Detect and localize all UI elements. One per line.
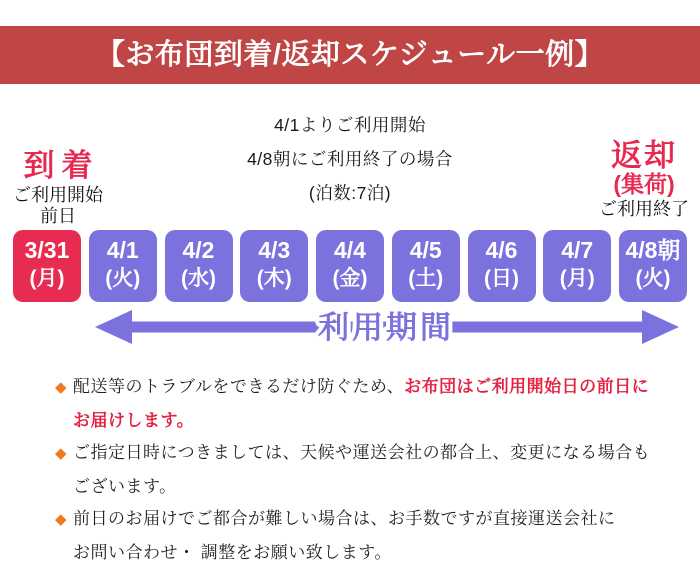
return-sub: ご利用終了 (599, 199, 689, 219)
day-box-4-2 (165, 230, 233, 302)
day-box-4-5 (392, 230, 460, 302)
day-date: 4/4 (334, 237, 366, 263)
notes-list (55, 371, 672, 569)
note-1-text: 配送等のトラブルをできるだけ防ぐため、 (73, 377, 405, 396)
day-of-week: (火) (105, 267, 141, 290)
usage-period-arrow (0, 303, 700, 351)
day-of-week: (金) (332, 267, 368, 290)
note-1-emphasis-cont: お届けします。 (73, 410, 195, 430)
note-item-1 (55, 371, 672, 437)
day-box-4-8 (619, 230, 687, 302)
day-date: 4/7 (561, 237, 594, 263)
arrival-title: 到着 (23, 148, 100, 183)
arrival-sub-1: ご利用開始 (13, 185, 103, 205)
bullet-diamond-icon: ◆ (55, 511, 68, 528)
day-of-week: (日) (484, 267, 519, 290)
day-of-week: (水) (181, 267, 216, 290)
note-3-text-cont: お問い合わせ・ 調整をお願い致します。 (73, 542, 392, 562)
day-box-4-1 (89, 230, 157, 302)
return-title: 返却 (611, 138, 677, 173)
arrival-label-block (2, 140, 114, 227)
day-date: 4/8朝 (625, 237, 681, 263)
day-box-4-7 (543, 230, 611, 302)
summary-line-1: 4/1よりご利用開始 (274, 115, 426, 135)
day-box-4-6 (468, 230, 536, 302)
day-of-week: (月) (29, 267, 65, 290)
day-of-week: (木) (256, 267, 292, 290)
note-3-text: 前日のお届けでご都合が難しい場合は、お手数ですが直接運送会社に (73, 509, 616, 528)
double-arrow-icon (0, 303, 700, 351)
note-item-2 (55, 437, 672, 503)
bullet-diamond-icon: ◆ (55, 445, 68, 462)
note-item-3 (55, 503, 672, 569)
day-of-week: (土) (408, 267, 444, 290)
day-of-week: (火) (635, 267, 671, 290)
note-2-text-cont: ございます。 (73, 476, 177, 496)
day-box-4-3 (240, 230, 308, 302)
summary-line-3: (泊数:7泊) (308, 183, 392, 203)
page-title: 【お布団到着/返却スケジュール一例】 (0, 26, 700, 84)
return-pickup: (集荷) (613, 171, 675, 197)
day-date: 3/31 (24, 237, 70, 263)
note-2-text: ご指定日時につきましては、天候や運送会社の都合上、変更になる場合も (73, 443, 651, 462)
calendar-row (13, 230, 687, 302)
day-box-4-4 (316, 230, 384, 302)
day-date: 4/3 (258, 237, 291, 263)
day-date: 4/1 (106, 237, 139, 263)
summary-line-2: 4/8朝にご利用終了の場合 (247, 149, 453, 169)
usage-period-label: 利用期間 (318, 310, 454, 345)
day-box-3-31 (13, 230, 81, 302)
arrival-sub-2: 前日 (40, 206, 76, 226)
bullet-diamond-icon: ◆ (55, 379, 68, 396)
note-1-emphasis: お布団はご利用開始日の前日に (404, 377, 650, 396)
day-date: 4/5 (409, 237, 442, 263)
return-label-block (590, 140, 698, 220)
day-date: 4/6 (485, 237, 518, 263)
day-date: 4/2 (182, 237, 215, 263)
day-of-week: (月) (559, 267, 595, 290)
